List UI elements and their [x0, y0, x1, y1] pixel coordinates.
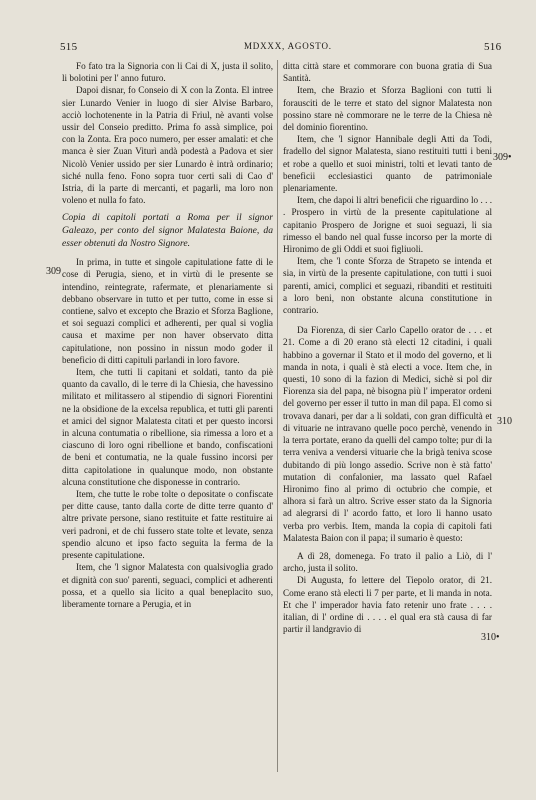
paragraph-fiorenza-letter: Da Fiorenza, di sier Carlo Capello orator de . . . et 21. Come a dì 20 erano stà electi 12 citadini, i quali habbino a governar il Stato et il modo del governo, et li manda in nota, i quali è stà electi a voce. Item che, in questi, 10 sono di la fazion di Medici, sichè si pol dir Fiorenza sia del papa, nè bisogna più l' imperator ordeni del governo per esser il tutto in man dil papa. El como si trovava danari, per dar a li soldati, con gran difficultà et di vituarie ne intravano quelle poco perchè, venendo in la terra portate, erano da quelli del campo tolte; pur di la terra veniva a vendersi vituarie che la brigà teniva scose dubitando di più longo assedio. Scrive non è stà fatto' mutation di confalonier, ma lassato quel Rafael Hironimo fino al primo di octubrio che compie, et alhora si farà un altro. Scrive esser stato da la Signoria ad alegrarsi di l' acordo fatto, et loro li hanno usato verba pro verbis. Item, manda la copia di capitoli fati Malatesta Baion con il papa; il sumario è questo: — [283, 325, 492, 543]
paragraph-item-malatesta: Item, che 'l signor Malatesta con qualsivoglia grado et dignità con suo' parenti, seguaci, complici et adherenti possa, et a quello sia licito a qual beneplacito suo, liberamente tornare a Perugia, et in — [62, 562, 273, 609]
right-column — [283, 60, 492, 635]
paragraph-item-capitani: Item, che tutti li capitani et soldati, tanto da piè quanto da cavallo, di le terre di la Chiesia, che havessino militato et militassero al stipendio di signori Fiorentini ne la obsidione de la excelsa republica, et tutti gli parenti et amici del signor Malatesta citati et per questo incorsi in alcuna contumatia o ribellione, sia rimessa a loro et a ciascuno di loro ogni ribellione et bando, confiscationi de beni et contumatia, ne la quale fussino incorsi per ditta capitolatione in qualunque modo, non obstante alcuna constitutione che disponesse in contrario. — [62, 367, 273, 487]
margin-number-310-right: 310 — [497, 416, 512, 427]
paragraph-augusta-letter: Di Augusta, fo lettere del Tiepolo orator, di 21. Come erano stà electi li 7 per parte, et li manda in nota. Et che l' imperador havia fato retenir uno frate . . . . italian, di l' ordine di . . . . el qual era stà causa di far partir il landgravio di — [283, 575, 492, 635]
column-divider — [277, 60, 278, 772]
left-column — [62, 60, 273, 610]
margin-number-310-bis-right: 310• — [481, 632, 500, 643]
paragraph-item-sforza: Item, che 'l conte Sforza de Strapeto se intenda et sia, in virtù de la presente capitulatione, con tutti i suoi parenti, amici, complici et seguazi, ribanditi et restituiti a loro beni, non obstante alcuna constitutione in contrario. — [283, 256, 492, 316]
section-heading-capitoli: Copia di capitoli portati a Roma per il signor Galeazo, per conto del signor Malatesta Baione, da esser obtenuti da Nostro Signore. — [62, 212, 273, 249]
paragraph-item-robe: Item, che tutte le robe tolte o depositate o confiscate per ditte cause, tanto dalla corte de ditte terre quanto d' altre private persone, siano restituite et fatte restituire ai veri padroni, et de chi fussero state tolte et levate, senza spendio alcuno et ipso facto seguita la ferma de la presente capitulatione. — [62, 489, 273, 561]
paragraph-item-brazio: Item, che Brazio et Sforza Baglioni con tutti li forausciti de le terre et stato del signor Malatesta non possino stare nè commorare ne le terre de la Chiesa nè del dominio fiorentino. — [283, 85, 492, 133]
paragraph-conseio: Dapoi disnar, fo Conseio di X con la Zonta. El intree sier Lunardo Venier in luogo di sier Alvise Barbaro, acciò lochotenente in la Patria di Friul, nè avanti volse ussir del Conseio preditto. Prima fo assà simplice, poi con la Zonta. Era poco numero, per esser amalati: et che manca è sier Zuan Viturì andà podestà a Padova et sier Nicolò Venier ussido per sier Lunardo è intrà ordinario; siché nulla feno. Fono sopra tuor certi sali di Cao d' Istria, di la parte di mercanti, et pagarli, ma loro non voleno et nulla fo fato. — [62, 85, 273, 206]
paragraph-item-hannibale: Item, che 'l signor Hannibale degli Atti da Todi, fradello del signor Malatesta, siano restituiti tutti i beni et robe a quello et suoi ministri, tolti et levati tanto de beneficii ecclesiastici quanto de patrimoniale plenariamente. — [283, 134, 492, 194]
running-head: MDXXX, AGOSTO. — [244, 41, 332, 51]
paragraph-bolotini: Fo fato tra la Signoria con li Cai di X, justa il solito, li bolotini per l' anno futuro. — [62, 61, 273, 84]
page-number-left: 515 — [60, 41, 78, 53]
paragraph-item-prospero: Item, che dapoi li altri beneficii che riguardino lo . . . . Prospero in virtù de la presente capitulatione al capitanio Prospero de Jorigne et suoi seguazi, li sia rimesso el bando nel qual fusse incorso per la morte di Hironimo de gli Oddi et suoi figliuoli. — [283, 195, 492, 255]
paragraph-in-prima: In prima, in tutte et singole capitulatione fatte di le cose di Perugia, sieno, et in virtù di le presente se intendino, reintegrate, rafermate, et plenariamente si debbano observare in tutto et per tutto, come in esse si contiene, salvo et excepto che Brazio et Sforza Baglione, et soi seguazi complici et adherenti, per qual si voglia causa et maxime per non haver observato ditta capitulatione, non possino in nissun modo goder il beneficio di ditti capituli parlandi in loro favore. — [62, 257, 273, 365]
margin-number-309-left: 309 — [46, 266, 61, 277]
page-number-right: 516 — [484, 41, 502, 53]
paragraph-domenega: A dì 28, domenega. Fo trato il palio a Liò, di l' archo, justa il solito. — [283, 550, 492, 574]
margin-number-309-right: 309• — [493, 152, 512, 163]
paragraph-continuation: ditta città stare et commorare con buona gratia di Sua Santità. — [283, 61, 492, 84]
